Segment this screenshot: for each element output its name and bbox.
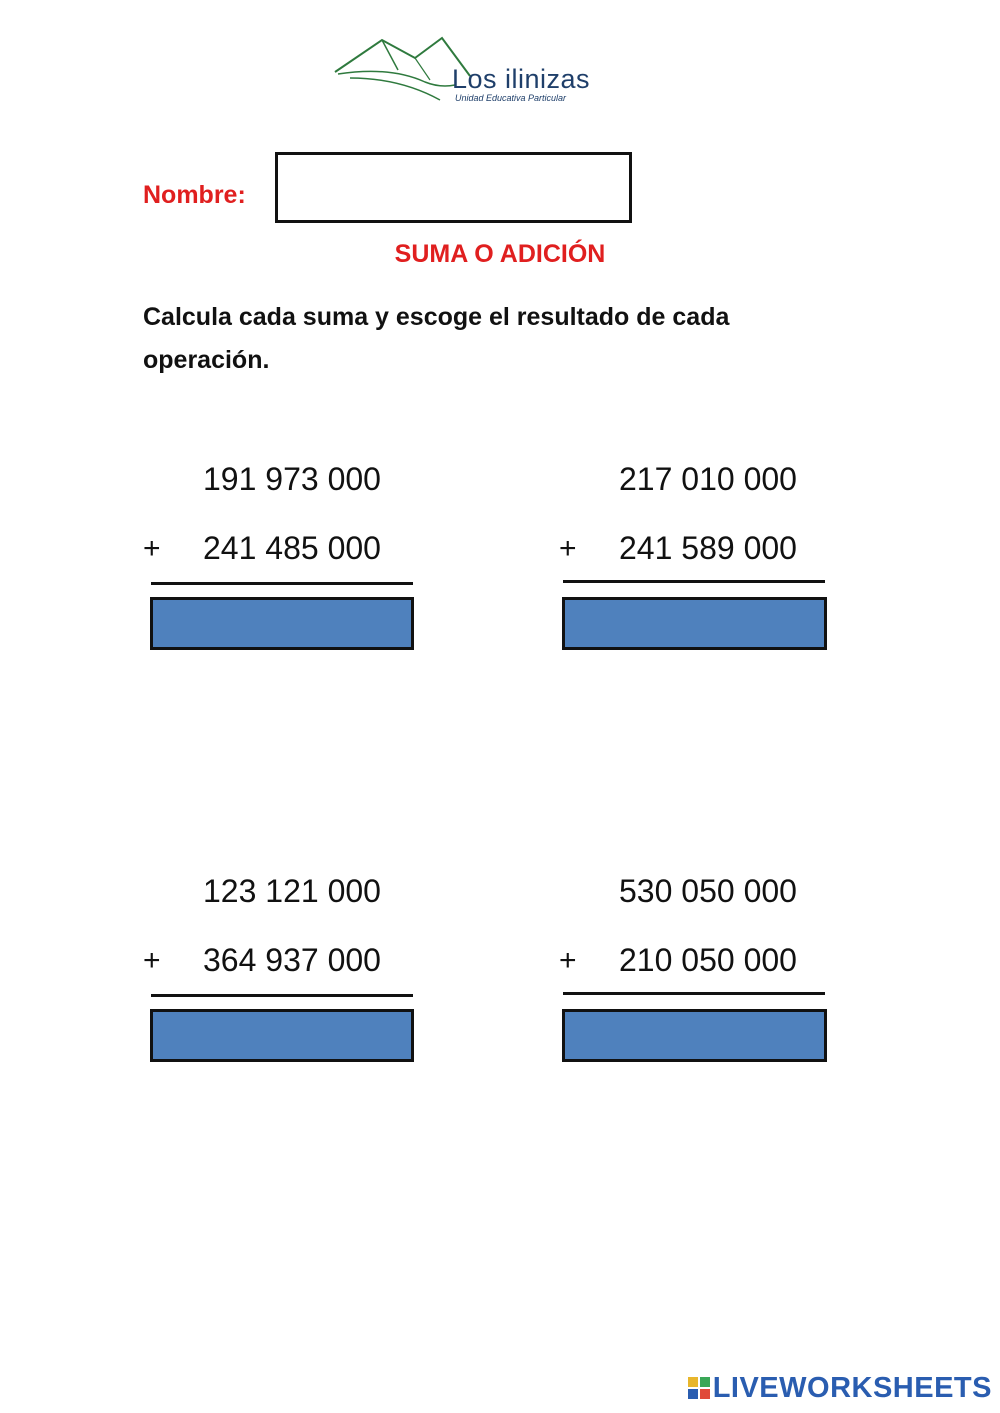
school-logo [330,30,620,110]
problem-2-addend-1: 217 010 000 [619,461,797,497]
problem-4-plus-sign: + [559,944,577,977]
name-label: Nombre: [143,181,246,209]
problem-2-addend-2: 241 589 000 [619,530,797,566]
problem-3-sum-line [151,994,413,997]
problem-1-sum-line [151,582,413,585]
logo-subtitle: Unidad Educativa Particular [455,93,567,103]
problem-3-addend-1: 123 121 000 [203,873,381,909]
liveworksheets-brand [688,1372,992,1405]
problem-4-sum-line [563,992,825,995]
problem-4-answer-box[interactable] [562,1009,827,1062]
problem-3-plus-sign: + [143,944,161,977]
problem-1-addend-2: 241 485 000 [203,530,381,566]
problem-1-addend-1: 191 973 000 [203,461,381,497]
problem-2-sum-line [563,580,825,583]
problem-1-plus-sign: + [143,532,161,565]
problem-1-answer-box[interactable] [150,597,414,650]
problem-3-answer-box[interactable] [150,1009,414,1062]
problem-2-plus-sign: + [559,532,577,565]
worksheet-title: SUMA O ADICIÓN [394,240,606,268]
name-input[interactable] [275,152,632,223]
logo-name: Los ilinizas [452,64,591,94]
problem-4-addend-1: 530 050 000 [619,873,797,909]
liveworksheets-text: LIVEWORKSHEETS [712,1372,992,1404]
problem-2-answer-box[interactable] [562,597,827,650]
problem-3-addend-2: 364 937 000 [203,942,381,978]
instructions: Calcula cada suma y escoge el resultado de cada operación. [143,303,730,374]
problem-4-addend-2: 210 050 000 [619,942,797,978]
liveworksheets-logo-icon [688,1377,710,1399]
